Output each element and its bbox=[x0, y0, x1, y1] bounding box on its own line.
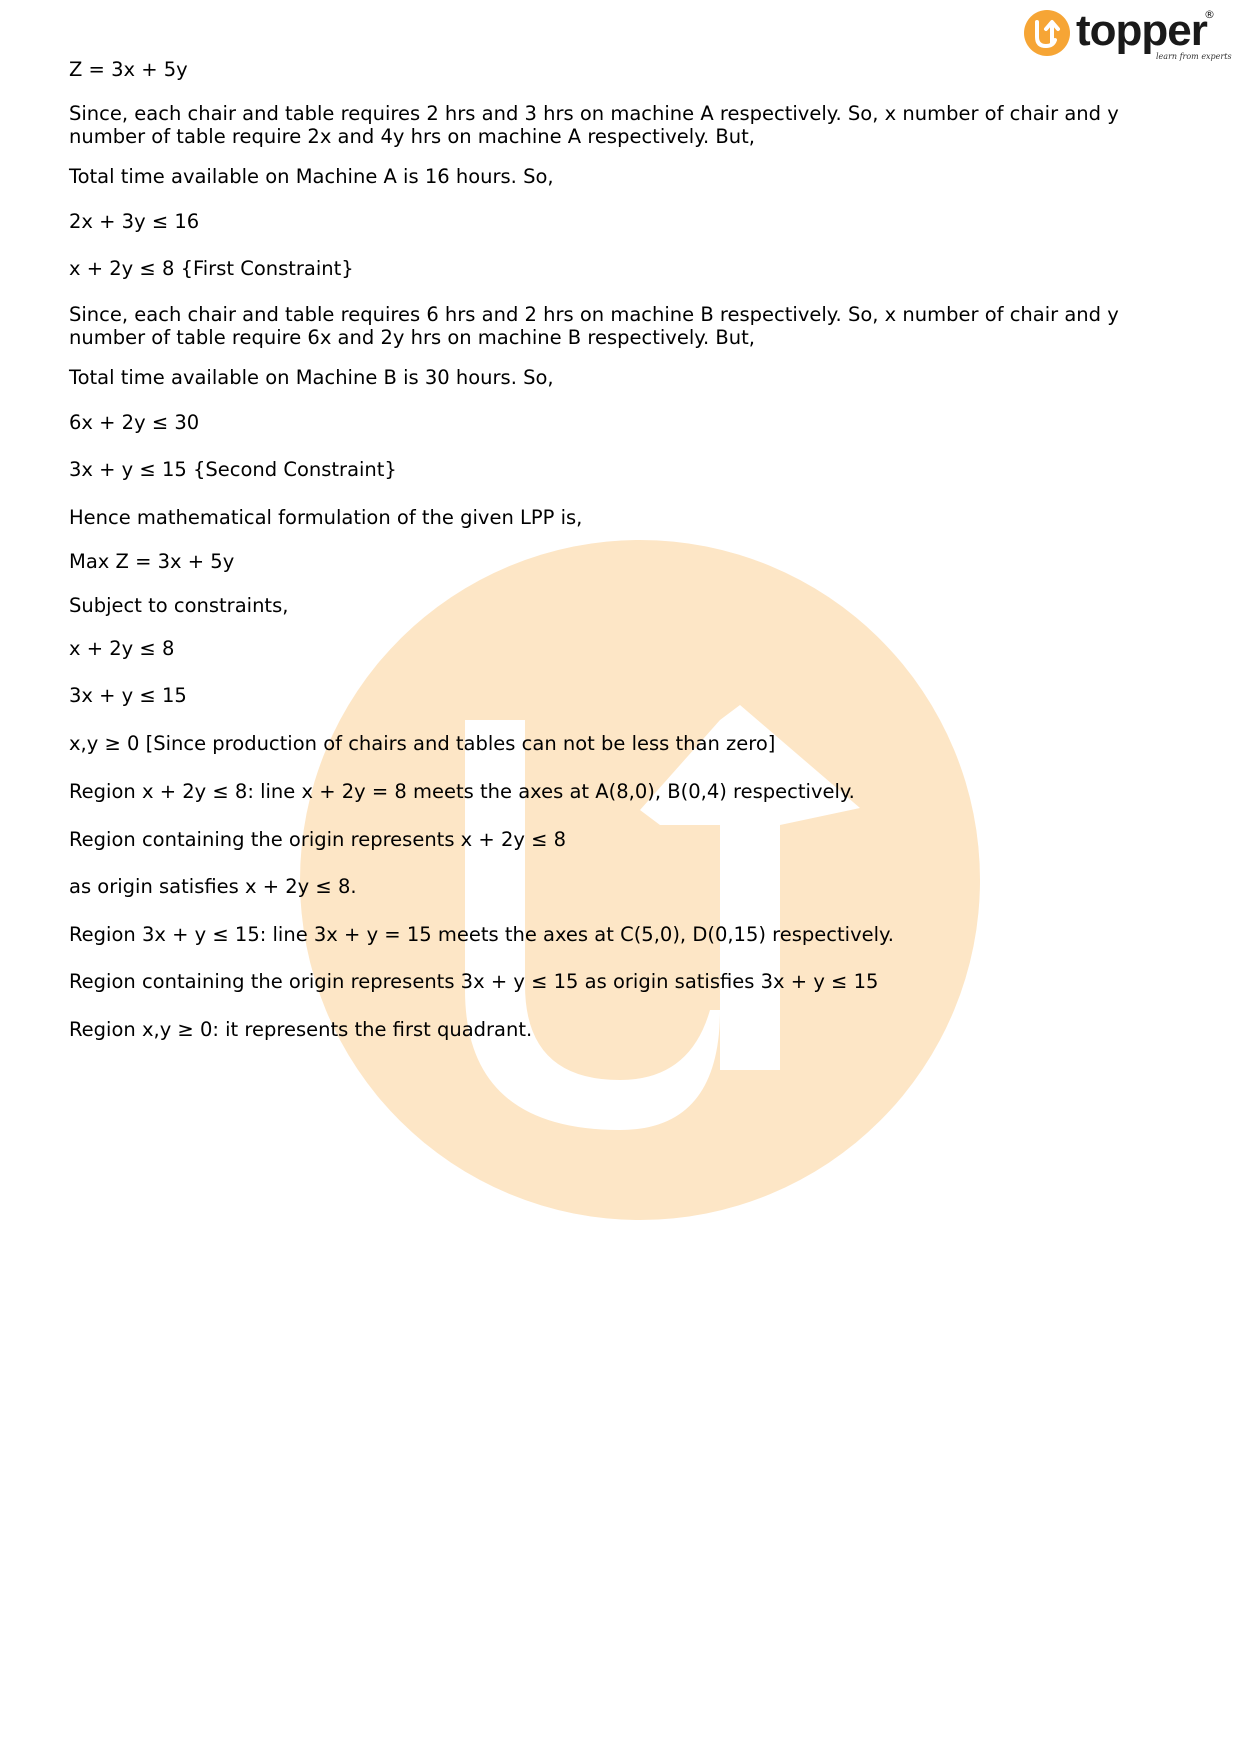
formulation-heading: Hence mathematical formulation of the given LPP is, bbox=[69, 506, 583, 529]
registered-mark: ® bbox=[1204, 8, 1215, 21]
logo-brand-text: topper bbox=[1076, 6, 1207, 55]
region-1-origin: Region containing the origin represents x + 2y ≤ 8 bbox=[69, 828, 567, 851]
constraint-2: 3x + y ≤ 15 bbox=[69, 684, 187, 707]
first-constraint: x + 2y ≤ 8 {First Constraint} bbox=[69, 257, 354, 280]
logo-tagline: learn from experts bbox=[1156, 52, 1232, 61]
machine-b-availability: Total time available on Machine B is 30 hours. So, bbox=[69, 366, 554, 389]
objective-function: Z = 3x + 5y bbox=[69, 58, 188, 81]
constraint-1: x + 2y ≤ 8 bbox=[69, 637, 175, 660]
paragraph-machine-a: Since, each chair and table requires 2 hrs and 3 hrs on machine A respectively. So, x number of chair and y number of table require 2x and 4y hrs on machine A respectively. But, bbox=[69, 102, 1119, 148]
region-3-quadrant: Region x,y ≥ 0: it represents the first quadrant. bbox=[69, 1018, 533, 1041]
non-negativity-constraint: x,y ≥ 0 [Since production of chairs and tables can not be less than zero] bbox=[69, 732, 776, 755]
equation-machine-a: 2x + 3y ≤ 16 bbox=[69, 210, 200, 233]
topper-logo bbox=[1020, 6, 1230, 66]
region-1-satisfies: as origin satisfies x + 2y ≤ 8. bbox=[69, 875, 357, 898]
topper-badge-icon bbox=[1024, 10, 1070, 56]
second-constraint: 3x + y ≤ 15 {Second Constraint} bbox=[69, 458, 397, 481]
machine-a-availability: Total time available on Machine A is 16 hours. So, bbox=[69, 165, 554, 188]
subject-to-heading: Subject to constraints, bbox=[69, 594, 289, 617]
region-2-origin: Region containing the origin represents 3x + y ≤ 15 as origin satisfies 3x + y ≤ 15 bbox=[69, 970, 879, 993]
region-2-line: Region 3x + y ≤ 15: line 3x + y = 15 meets the axes at C(5,0), D(0,15) respectively. bbox=[69, 923, 894, 946]
paragraph-machine-b: Since, each chair and table requires 6 hrs and 2 hrs on machine B respectively. So, x number of chair and y number of table require 6x and 2y hrs on machine B respectively. But, bbox=[69, 303, 1119, 349]
equation-machine-b: 6x + 2y ≤ 30 bbox=[69, 411, 200, 434]
region-1-line: Region x + 2y ≤ 8: line x + 2y = 8 meets the axes at A(8,0), B(0,4) respectively. bbox=[69, 780, 855, 803]
document-body bbox=[69, 58, 1169, 1042]
max-objective: Max Z = 3x + 5y bbox=[69, 550, 235, 573]
